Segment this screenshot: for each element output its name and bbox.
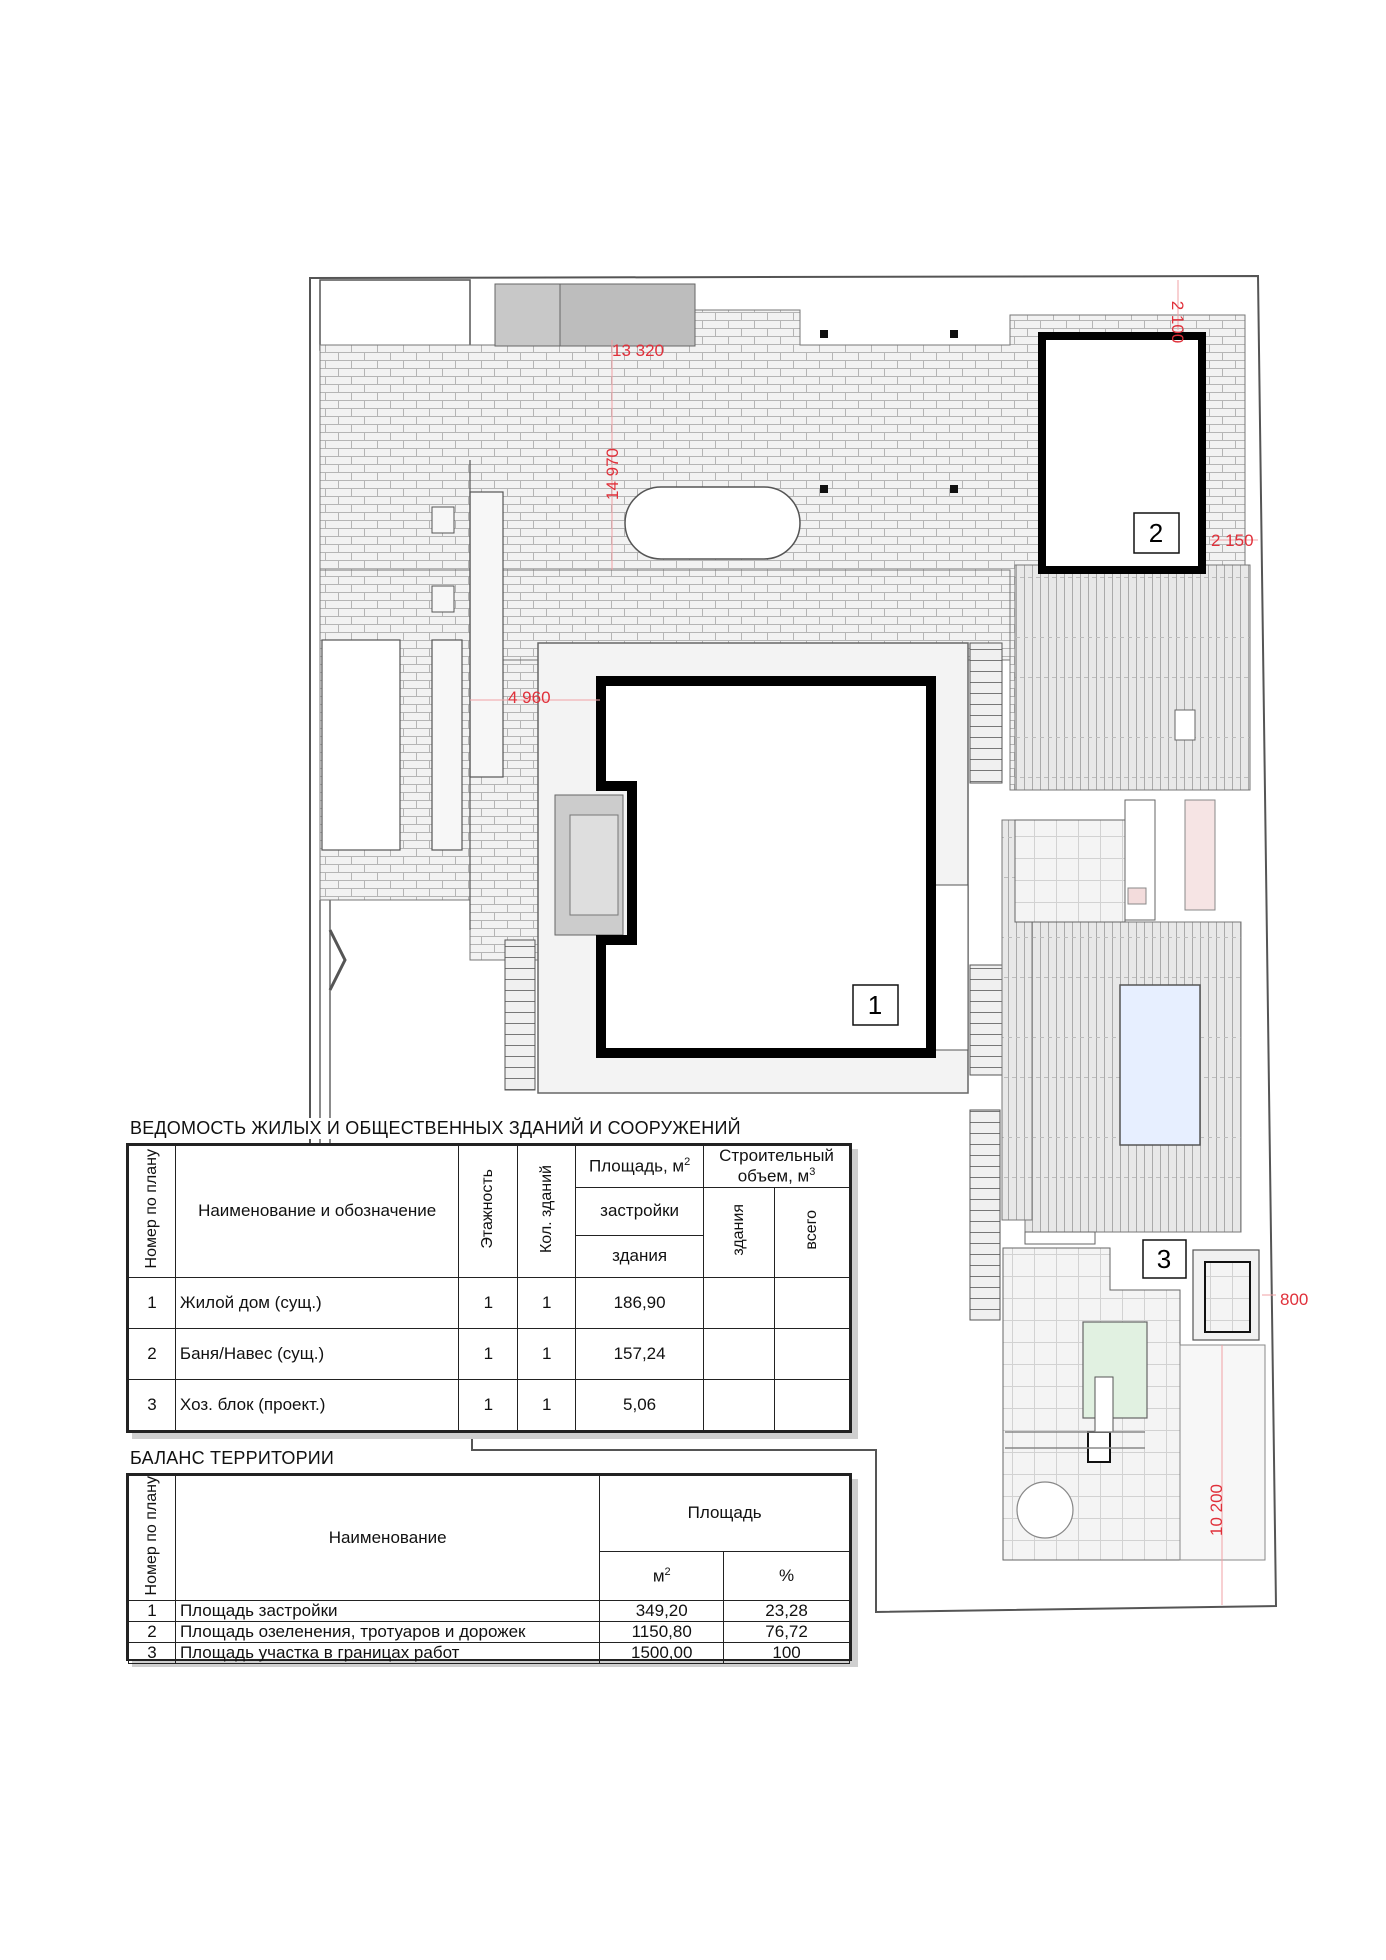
pink-small	[1128, 888, 1146, 904]
col-floors-header: Этажность	[459, 1146, 518, 1278]
dim-right-bottom: 10 200	[1207, 1484, 1226, 1536]
table1-caption: ВЕДОМОСТЬ ЖИЛЫХ И ОБЩЕСТВЕННЫХ ЗДАНИЙ И СООРУЖЕНИЙ	[130, 1118, 741, 1138]
table-row: 3 Хоз. блок (проект.) 1 1 5,06	[129, 1379, 850, 1430]
stair-block	[1015, 820, 1125, 922]
seat-a	[432, 507, 454, 533]
deck-upper	[1015, 565, 1250, 790]
building-label-1	[853, 985, 898, 1025]
table-row: 1 Площадь застройки 349,20 23,28	[129, 1601, 850, 1622]
round-pad	[1017, 1482, 1073, 1538]
dim-inner-left: 4 960	[508, 688, 551, 707]
dim-top-width: 13 320	[612, 341, 664, 360]
greenhouse	[1083, 1322, 1147, 1418]
bal-pct-header: %	[724, 1551, 850, 1601]
steps-east-1	[970, 643, 1002, 783]
building-label-3	[1143, 1240, 1186, 1278]
col-area-header: Площадь, $м^2$	[576, 1146, 704, 1188]
pink-pad	[1185, 800, 1215, 910]
col-vol-total: всего	[774, 1187, 849, 1277]
arbor	[1088, 1432, 1110, 1462]
bench-yard	[1025, 1232, 1095, 1244]
steps-west	[505, 940, 535, 1090]
bal-name-header: Наименование	[175, 1476, 599, 1601]
table-row: 3 Площадь участка в границах работ 1500,00 100	[129, 1643, 850, 1664]
house-3	[1205, 1262, 1250, 1332]
porch-west-inner	[570, 815, 618, 915]
bal-m2-header: $м^2$	[600, 1551, 724, 1601]
dim-right-small: 800	[1280, 1290, 1309, 1309]
col-vol-building: здания	[704, 1187, 775, 1277]
dim-left-height: 14 970	[603, 448, 622, 500]
buildings-table	[126, 1143, 852, 1433]
steps-south-east	[970, 1110, 1000, 1320]
lawn-left	[322, 640, 400, 850]
col-area-building: здания	[576, 1235, 704, 1277]
oval-bed	[625, 487, 800, 559]
seat-b	[432, 586, 454, 612]
table-row: 2 Площадь озеленения, тротуаров и дорожек 1150,80 76,72	[129, 1622, 850, 1643]
steps-east-2	[970, 965, 1002, 1075]
col-area-built: застройки	[576, 1187, 704, 1235]
col-name-header: Наименование и обозначение	[175, 1146, 458, 1278]
dim-top-right: 2 100	[1168, 300, 1187, 344]
dim-right-mid: 2 150	[1211, 531, 1254, 550]
col-volume-header: Строительный объем, $м^3$	[704, 1146, 850, 1188]
bench-long	[470, 492, 503, 777]
bal-area-header: Площадь	[600, 1476, 850, 1552]
bench-short	[432, 640, 462, 850]
territory-balance-table	[126, 1473, 852, 1661]
bal-num-header: Номер по плану	[129, 1476, 176, 1601]
building-label-2	[1134, 513, 1179, 553]
svg-text:3: 3	[1156, 1244, 1172, 1274]
shower	[1175, 710, 1195, 740]
svg-text:1: 1	[867, 990, 883, 1020]
arbor-post	[1095, 1377, 1113, 1432]
table-row: 1 Жилой дом (сущ.) 1 1 186,90	[129, 1277, 850, 1328]
parking-1	[495, 284, 560, 346]
svg-text:2: 2	[1148, 518, 1164, 548]
left-strip	[320, 280, 470, 350]
col-count-header: Кол. зданий	[518, 1146, 576, 1278]
swimming-pool	[1120, 985, 1200, 1145]
col-num-header: Номер по плану	[129, 1146, 176, 1278]
table-row: 2 Баня/Навес (сущ.) 1 1 157,24	[129, 1328, 850, 1379]
parking-2	[560, 284, 695, 346]
table2-caption: БАЛАНС ТЕРРИТОРИИ	[130, 1448, 335, 1468]
